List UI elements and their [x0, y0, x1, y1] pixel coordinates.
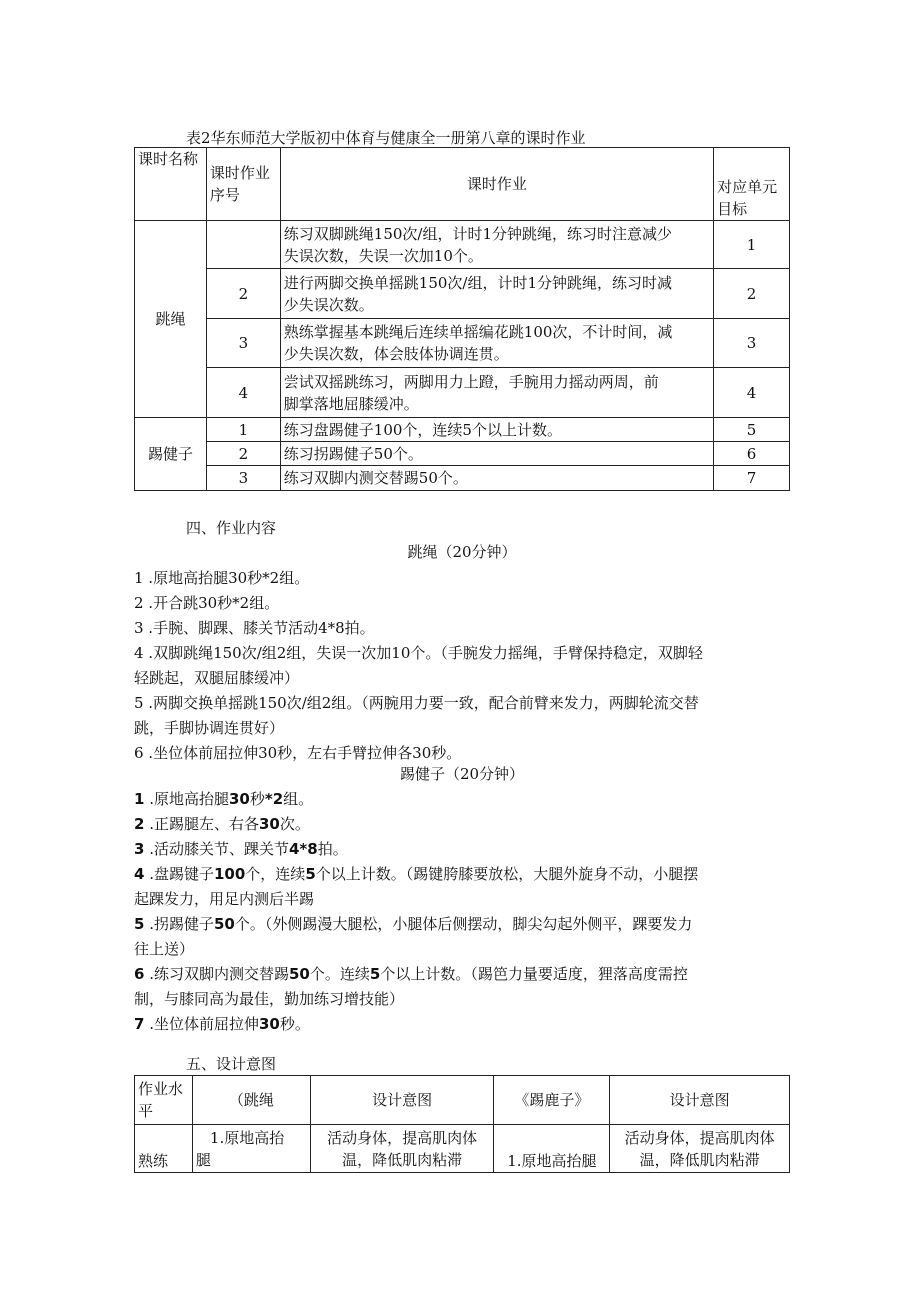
list-item: 1 .原地高抬腿30秒*2组。: [134, 790, 314, 808]
row-goal: 5: [714, 418, 790, 442]
table-row: [135, 442, 790, 466]
group-name-rope: 跳绳: [135, 221, 207, 418]
table-row: [135, 1125, 790, 1173]
homework-table: [134, 147, 790, 491]
row-seq: 2: [206, 442, 280, 466]
list-item: 跳，手脚协调连贯好）: [134, 719, 285, 737]
row-goal: 7: [714, 466, 790, 491]
list-item: 7 .坐位体前屈拉伸30秒。: [134, 1015, 310, 1033]
header-rope: （跳绳: [192, 1076, 310, 1125]
list-item: 2 .正踢腿左、右各30次。: [134, 815, 310, 833]
group-name-shuttlecock: 踢健子: [135, 418, 207, 491]
level-cell: 熟练: [135, 1125, 193, 1173]
list-item: 制，与膝同高为最佳，勤加练习增技能）: [134, 990, 405, 1008]
shuttlecock-title: 踢健子（20分钟）: [399, 765, 525, 783]
header-seq: 课时作业 序号: [206, 148, 280, 221]
list-item: 6 .坐位体前屈拉伸30秒，左右手臂拉伸各30秒。: [134, 744, 462, 762]
header-level: 作业水 平: [135, 1076, 193, 1125]
header-lesson-name: 课时名称: [135, 148, 207, 221]
rope-list: [134, 566, 790, 766]
intent-cell-2: 活动身体，提高肌肉体 温，降低肌肉粘滞: [610, 1125, 790, 1173]
list-item: 5 .拐踢健子50个。（外侧踢漫大腿松，小腿体后侧摆动，脚尖勾起外侧平，踝要发力: [134, 915, 693, 933]
row-seq: 4: [206, 368, 280, 418]
list-item: 轻跳起，双腿屈膝缓冲）: [134, 669, 300, 687]
row-content: 练习双脚跳绳150次/组，计时1分钟跳绳，练习时注意减少 失误次数，失误一次加10个。: [280, 221, 713, 269]
row-goal: 2: [714, 269, 790, 319]
table-row: [135, 269, 790, 319]
row-seq: 1: [206, 418, 280, 442]
section5-heading: 五、设计意图: [186, 1055, 277, 1073]
list-item: 2 .开合跳30秒*2组。: [134, 594, 280, 612]
table-row: [135, 319, 790, 368]
shuttlecock-list: [134, 787, 790, 1037]
row-seq: 3: [206, 319, 280, 368]
row-seq: 2: [206, 269, 280, 319]
row-content: 练习拐踢健子50个。: [280, 442, 713, 466]
design-intent-table: [134, 1075, 790, 1173]
header-intent-1: 设计意图: [310, 1076, 494, 1125]
table-row: [135, 221, 790, 269]
row-goal: 4: [714, 368, 790, 418]
row-seq: 3: [206, 466, 280, 491]
list-item: 4 .双脚跳绳150次/组2组，失误一次加10个。（手腕发力摇绳，手臂保持稳定，双脚轻: [134, 644, 703, 662]
row-goal: 6: [714, 442, 790, 466]
row-content: 尝试双摇跳练习，两脚用力上蹬，手腕用力摇动两周，前 脚掌落地屈膝缓冲。: [280, 368, 713, 418]
header-intent-2: 设计意图: [610, 1076, 790, 1125]
list-item: 4 .盘踢键子100个，连续5个以上计数。（踢键胯膝要放松，大腿外旋身不动，小腿摆: [134, 865, 699, 883]
rope-cell: 1.原地高抬 腿: [192, 1125, 310, 1173]
list-item: 1 .原地高抬腿30秒*2组。: [134, 569, 310, 587]
row-goal: 1: [714, 221, 790, 269]
rope-title: 跳绳（20分钟）: [407, 543, 517, 561]
row-content: 熟练掌握基本跳绳后连续单摇编花跳100次，不计时间，减 少失误次数，体会肢体协调连贯。: [280, 319, 713, 368]
table-row: [135, 466, 790, 491]
header-goal: 对应单元 目标: [714, 148, 790, 221]
list-item: 起踝发力，用足内测后半踢: [134, 890, 315, 908]
list-item: 6 .练习双脚内测交替踢50个。连续5个以上计数。（踢笆力量要适度，狸落高度需控: [134, 965, 688, 983]
section4-heading: 四、作业内容: [186, 519, 277, 537]
row-content: 进行两脚交换单摇跳150次/组，计时1分钟跳绳，练习时减 少失误次数。: [280, 269, 713, 319]
list-item: 往上送）: [134, 940, 195, 958]
row-goal: 3: [714, 319, 790, 368]
table-row: [135, 418, 790, 442]
row-content: 练习盘踢健子100个，连续5个以上计数。: [280, 418, 713, 442]
shuttlecock-cell: 1.原地高抬腿: [494, 1125, 610, 1173]
table-row: [135, 368, 790, 418]
list-item: 5 .两脚交换单摇跳150次/组2组。（两腕用力要一致，配合前臂来发力，两脚轮流交替: [134, 694, 699, 712]
intent-cell-1: 活动身体，提高肌肉体 温，降低肌肉粘滞: [310, 1125, 494, 1173]
list-item: 3 .手腕、脚踝、膝关节活动4*8拍。: [134, 619, 375, 637]
table-caption: 表2华东师范大学版初中体育与健康全一册第八章的课时作业: [186, 129, 586, 147]
row-content: 练习双脚内测交替踢50个。: [280, 466, 713, 491]
header-content: 课时作业: [280, 148, 713, 221]
list-item: 3 .活动膝关节、踝关节4*8拍。: [134, 840, 348, 858]
row-seq: [206, 221, 280, 269]
header-shuttlecock: 《踢鹿子》: [494, 1076, 610, 1125]
